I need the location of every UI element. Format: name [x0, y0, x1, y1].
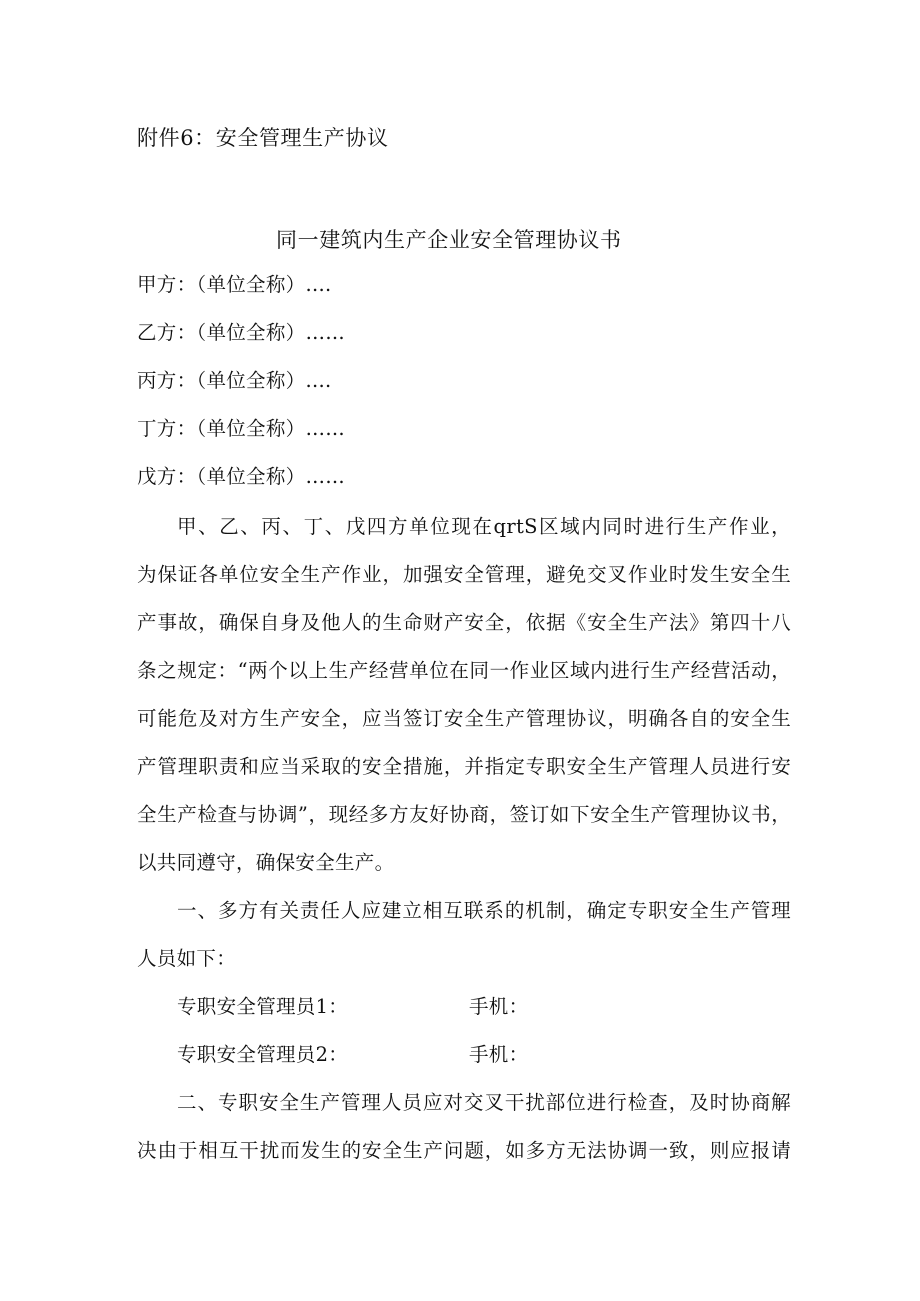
paragraph1-line-8: 以共同遵守，确保安全生产。 [137, 851, 395, 874]
manager-2-label: 专职安全管理员2： [177, 1043, 349, 1066]
paragraph1-line-4: 条之规定：“两个以上生产经营单位在同一作业区域内进行生产经营活动， [137, 659, 791, 682]
paragraph1-line-7: 全生产检查与协调”，现经多方友好协商，签订如下安全生产管理协议书， [137, 803, 791, 826]
party-jia: 甲方：（单位全称）.... [137, 273, 332, 296]
party-ding: 丁方：（单位全称）…… [137, 417, 346, 440]
party-wu: 戊方：（单位全称）…… [137, 465, 346, 488]
paragraph1-line-6: 产管理职责和应当采取的安全措施，并指定专职安全生产管理人员进行安 [137, 755, 791, 778]
party-bing: 丙方：（单位全称）.... [137, 369, 332, 392]
paragraph1-line-3: 产事故，确保自身及他人的生命财产安全，依据《安全生产法》第四十八 [137, 611, 791, 634]
paragraph1-line-2: 为保证各单位安全生产作业，加强安全管理，避免交叉作业时发生安全生 [137, 563, 791, 586]
section2-line-1: 二、专职安全生产管理人员应对交叉干扰部位进行检查，及时协商解 [177, 1091, 791, 1114]
section1-line-1: 一、多方有关责任人应建立相互联系的机制，确定专职安全生产管理 [177, 899, 791, 922]
section1-line-2: 人员如下： [137, 947, 237, 970]
manager-1-phone-label: 手机： [469, 995, 529, 1018]
paragraph1-line-1: 甲、乙、丙、丁、戊四方单位现在qrtS区域内同时进行生产作业， [177, 515, 791, 538]
manager-2-phone-label: 手机： [469, 1043, 529, 1066]
document-title: 同一建筑内生产企业安全管理协议书 [276, 228, 622, 252]
attachment-heading: 附件6：安全管理生产协议 [137, 126, 389, 150]
paragraph1-line-5: 可能危及对方生产安全，应当签订安全生产管理协议，明确各自的安全生 [137, 707, 791, 730]
section2-line-2: 决由于相互干扰而发生的安全生产问题，如多方无法协调一致，则应报请 [137, 1139, 791, 1162]
manager-1-label: 专职安全管理员1： [177, 995, 349, 1018]
party-yi: 乙方：（单位全称）…… [137, 321, 346, 344]
